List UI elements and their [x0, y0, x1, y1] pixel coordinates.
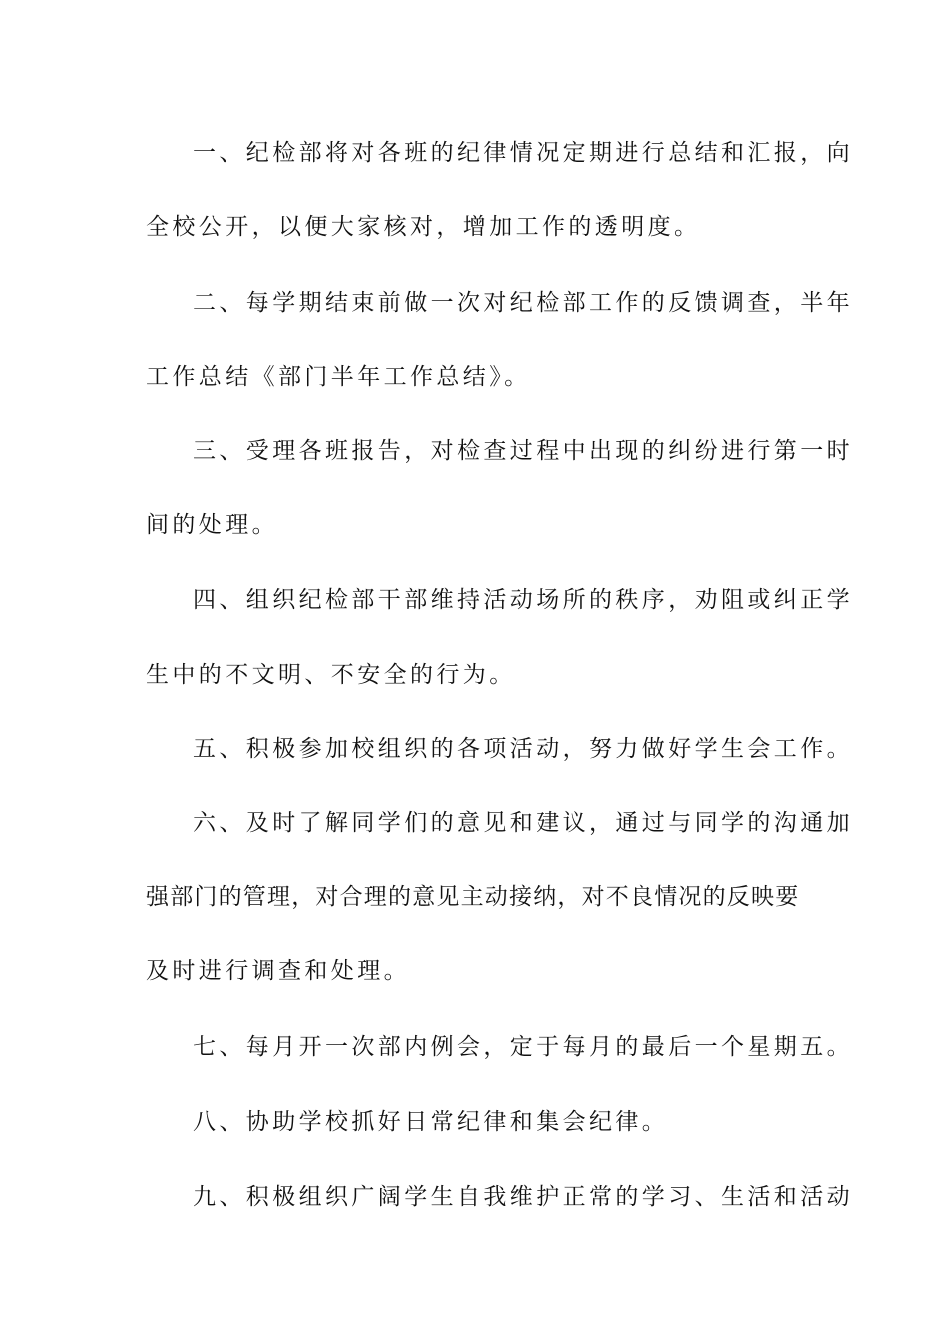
paragraph-9-line-1: 九、积极组织广阔学生自我维护正常的学习、生活和活动: [193, 1184, 853, 1210]
paragraph-2-line-1: 二、每学期结束前做一次对纪检部工作的反馈调查，半年: [193, 290, 853, 316]
paragraph-1-line-1: 一、纪检部将对各班的纪律情况定期进行总结和汇报，向: [193, 140, 853, 166]
paragraph-6-line-1: 六、及时了解同学们的意见和建议，通过与同学的沟通加: [193, 810, 853, 836]
paragraph-3-line-2: 间的处理。: [146, 512, 278, 538]
paragraph-2-line-2: 工作总结《部门半年工作总结》。: [146, 364, 531, 390]
paragraph-6-line-3: 及时进行调查和处理。: [146, 958, 410, 984]
paragraph-7: 七、每月开一次部内例会，定于每月的最后一个星期五。: [193, 1034, 853, 1060]
paragraph-6-line-2: 强部门的管理，对合理的意见主动接纳，对不良情况的反映要: [146, 884, 800, 910]
paragraph-1-line-2: 全校公开，以便大家核对，增加工作的透明度。: [146, 214, 701, 240]
paragraph-5: 五、积极参加校组织的各项活动，努力做好学生会工作。: [193, 736, 853, 762]
paragraph-4-line-2: 生中的不文明、不安全的行为。: [146, 662, 516, 688]
paragraph-4-line-1: 四、组织纪检部干部维持活动场所的秩序，劝阻或纠正学: [193, 587, 853, 613]
paragraph-3-line-1: 三、受理各班报告，对检查过程中出现的纠纷进行第一时: [193, 438, 853, 464]
paragraph-8: 八、协助学校抓好日常纪律和集会纪律。: [193, 1109, 669, 1135]
